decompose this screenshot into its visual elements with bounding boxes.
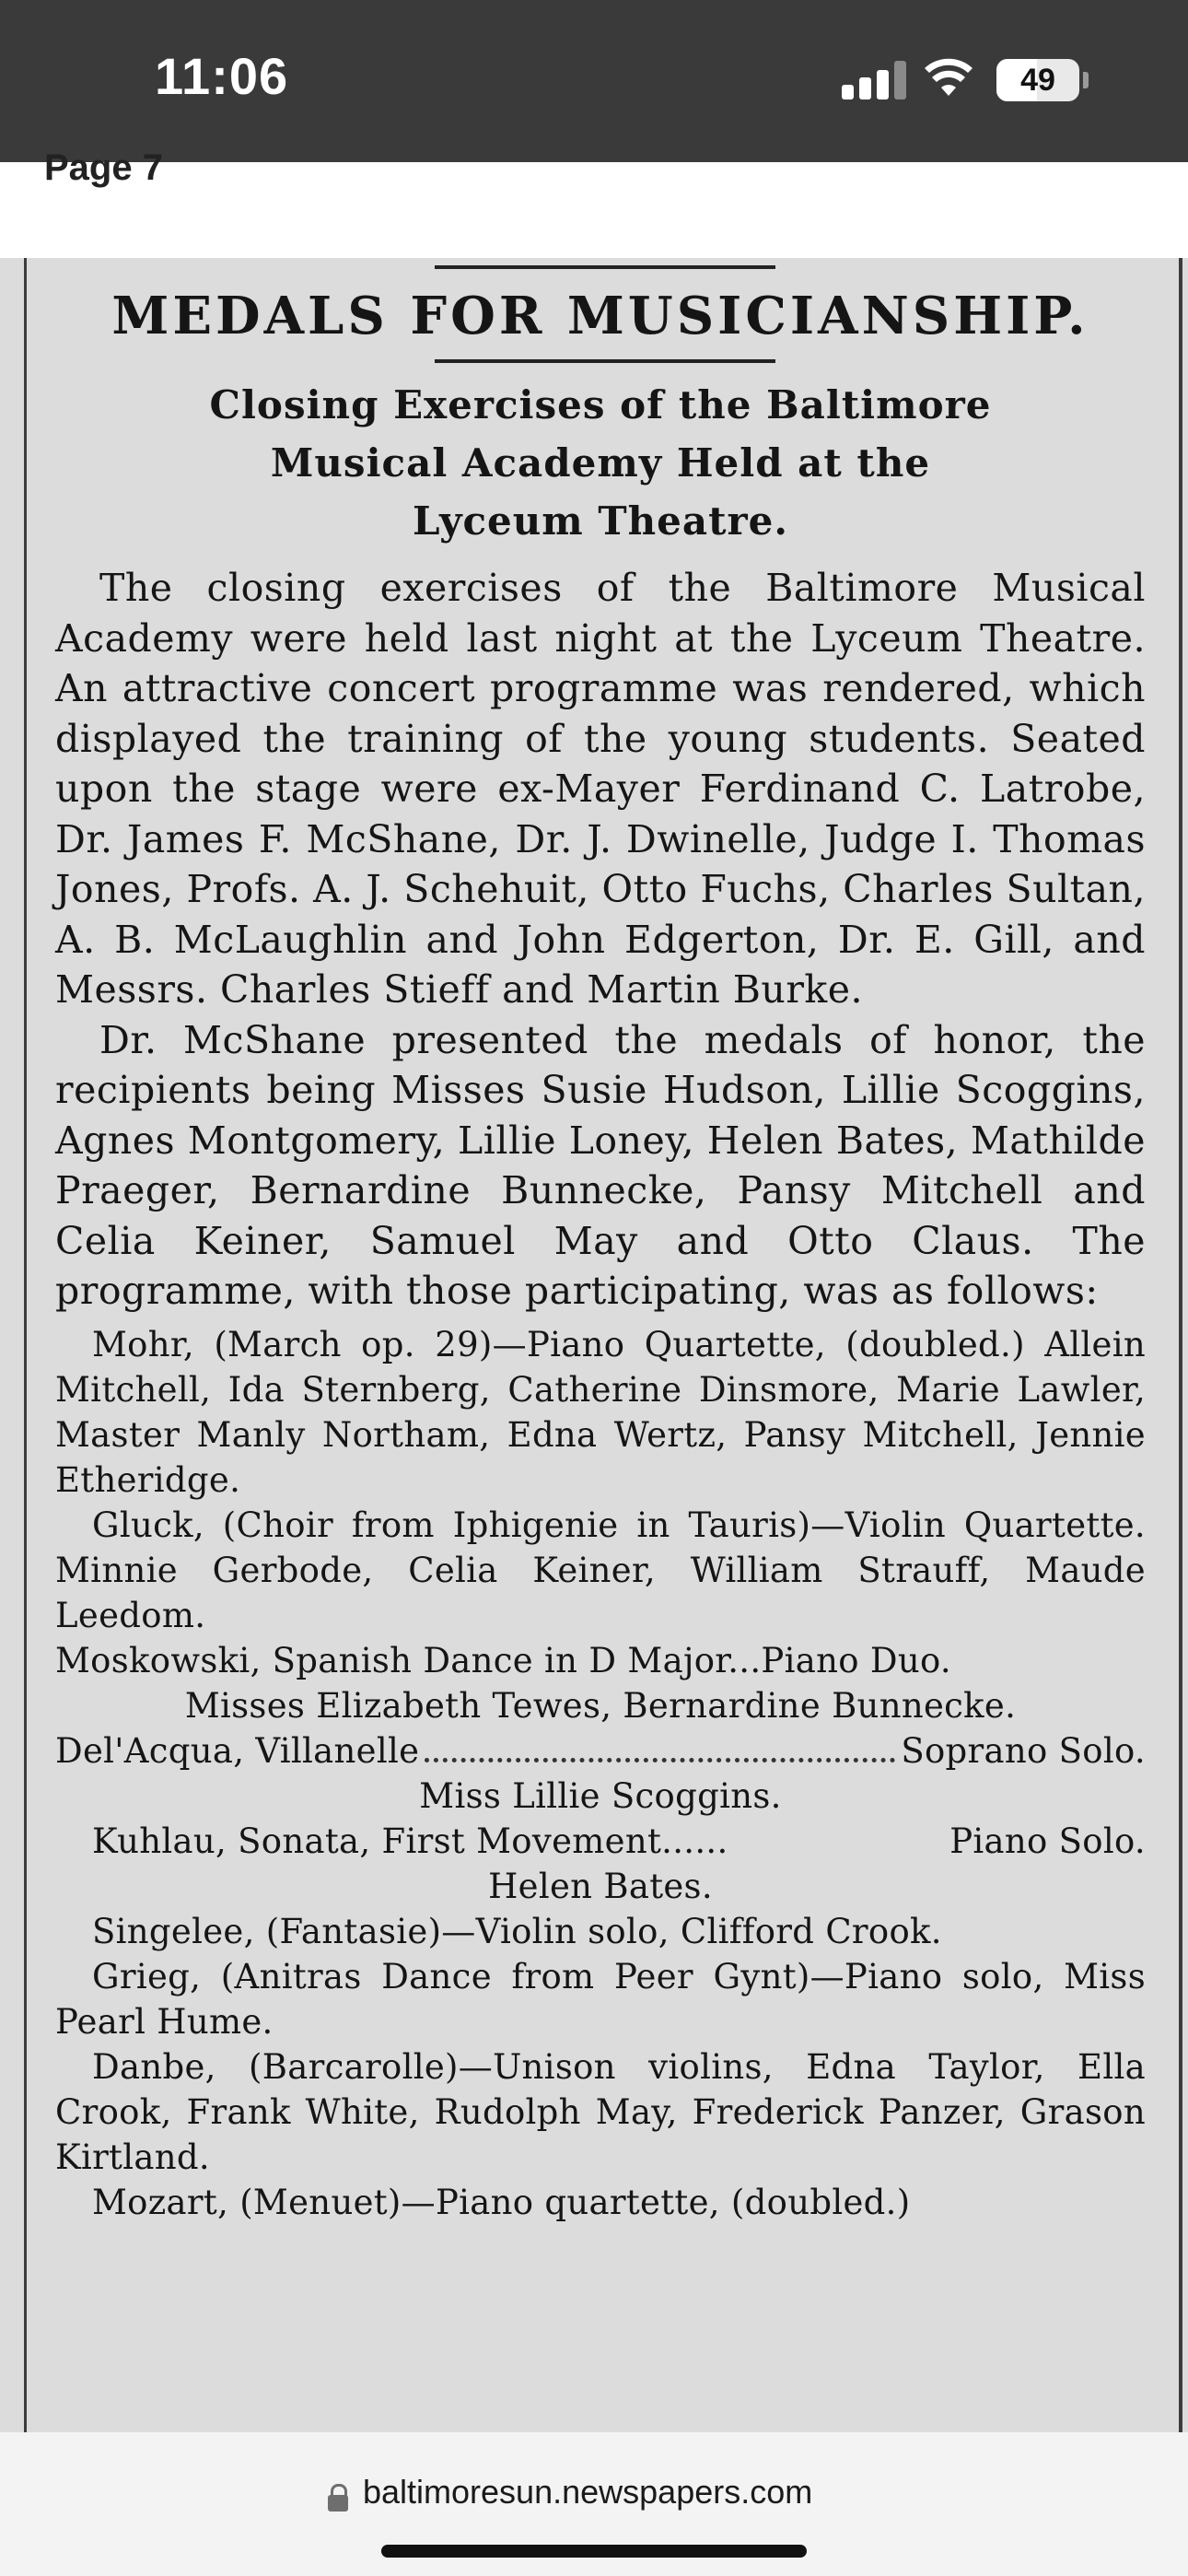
newspaper-clipping[interactable] [0, 258, 1188, 2432]
home-indicator[interactable] [381, 2545, 807, 2558]
column-rule-left [24, 258, 27, 2432]
program-piece: Kuhlau, Sonata, First Movement...... [92, 1821, 728, 1861]
program-performers: Miss Lillie Scoggins. [419, 1775, 782, 1816]
dot-leader [425, 1758, 895, 1762]
browser-bottom-bar [0, 2432, 1188, 2576]
battery-icon [996, 59, 1079, 101]
program-item: Moskowski, Spanish Dance in D Major...Piano Duo. [55, 1640, 951, 1680]
status-bar [0, 0, 1188, 162]
page-label: Page 7 [44, 147, 163, 188]
article [55, 271, 1146, 2225]
wifi-icon [925, 57, 973, 98]
article-body [55, 563, 1146, 1317]
program-list [55, 1322, 1146, 2225]
program-type: Piano Solo. [949, 1821, 1146, 1861]
column-rule-right [1179, 258, 1182, 2432]
page-label-bar [0, 147, 1188, 258]
lock-icon [328, 2484, 348, 2512]
program-item [55, 1819, 1146, 1864]
program-piece: Del'Acqua, Villanelle [55, 1730, 420, 1771]
cellular-signal-icon [842, 61, 906, 100]
program-item: Singelee, (Fantasie)—Violin solo, Clifford Crook. [92, 1911, 942, 1951]
paragraph: Dr. McShane presented the medals of honor, the recipients being Misses Susie Hudson, Lillie Scoggins, Agnes Montgomery, Lillie Loney, Helen Bates, Mathilde Praeger, Bernardine Bunnecke, Pansy Mitchell and Celia Keiner, Samuel May and Otto Claus. The programme, with those participating, was as follows: [55, 1017, 1146, 1313]
headline-rule-top [435, 265, 775, 269]
subhead [55, 376, 1146, 550]
subhead-line: Musical Academy Held at the [270, 440, 931, 486]
program-item: Danbe, (Barcarolle)—Unison violins, Edna Taylor, Ella Crook, Frank White, Rudolph May, Frederick Panzer, Grason Kirtland. [55, 2046, 1146, 2177]
battery-level: 49 [1020, 63, 1055, 98]
lock-body [328, 2495, 348, 2512]
subhead-line: Lyceum Theatre. [413, 498, 788, 544]
program-item: Grieg, (Anitras Dance from Peer Gynt)—Piano solo, Miss Pearl Hume. [55, 1956, 1146, 2042]
status-time: 11:06 [155, 47, 289, 105]
headline: MEDALS FOR MUSICIANSHIP. [111, 286, 1089, 346]
subhead-line: Closing Exercises of the Baltimore [209, 382, 992, 427]
program-item [55, 1728, 1146, 1774]
paragraph: The closing exercises of the Baltimore Musical Academy were held last night at the Lyceum Theatre. An attractive concert programme was rendered, which displayed the training of the young students. Seated upon the stage were ex-Mayer Ferdinand C. Latrobe, Dr. James F. McShane, Dr. J. Dwinelle, Judge I. Thomas Jones, Profs. A. J. Schehuit, Otto Fuchs, Charles Sultan, A. B. McLaughlin and John Edgerton, Dr. E. Gill, and Messrs. Charles Stieff and Martin Burke. [55, 566, 1146, 1012]
program-performers: Misses Elizabeth Tewes, Bernardine Bunnecke. [184, 1685, 1017, 1726]
program-performers: Helen Bates. [488, 1866, 713, 1906]
program-type: Soprano Solo. [901, 1730, 1146, 1771]
program-item: Mozart, (Menuet)—Piano quartette, (doubled.) [92, 2182, 911, 2222]
program-item: Gluck, (Choir from Iphigenie in Tauris)—Violin Quartette. Minnie Gerbode, Celia Keiner, William Strauff, Maude Leedom. [55, 1505, 1146, 1635]
program-item: Mohr, (March op. 29)—Piano Quartette, (doubled.) Allein Mitchell, Ida Sternberg, Catherine Dinsmore, Marie Lawler, Master Manly Northam, Edna Wertz, Pansy Mitchell, Jennie Etheridge. [55, 1324, 1146, 1500]
battery-tip [1083, 72, 1089, 88]
url-address-bar[interactable]: baltimoresun.newspapers.com [363, 2473, 813, 2511]
